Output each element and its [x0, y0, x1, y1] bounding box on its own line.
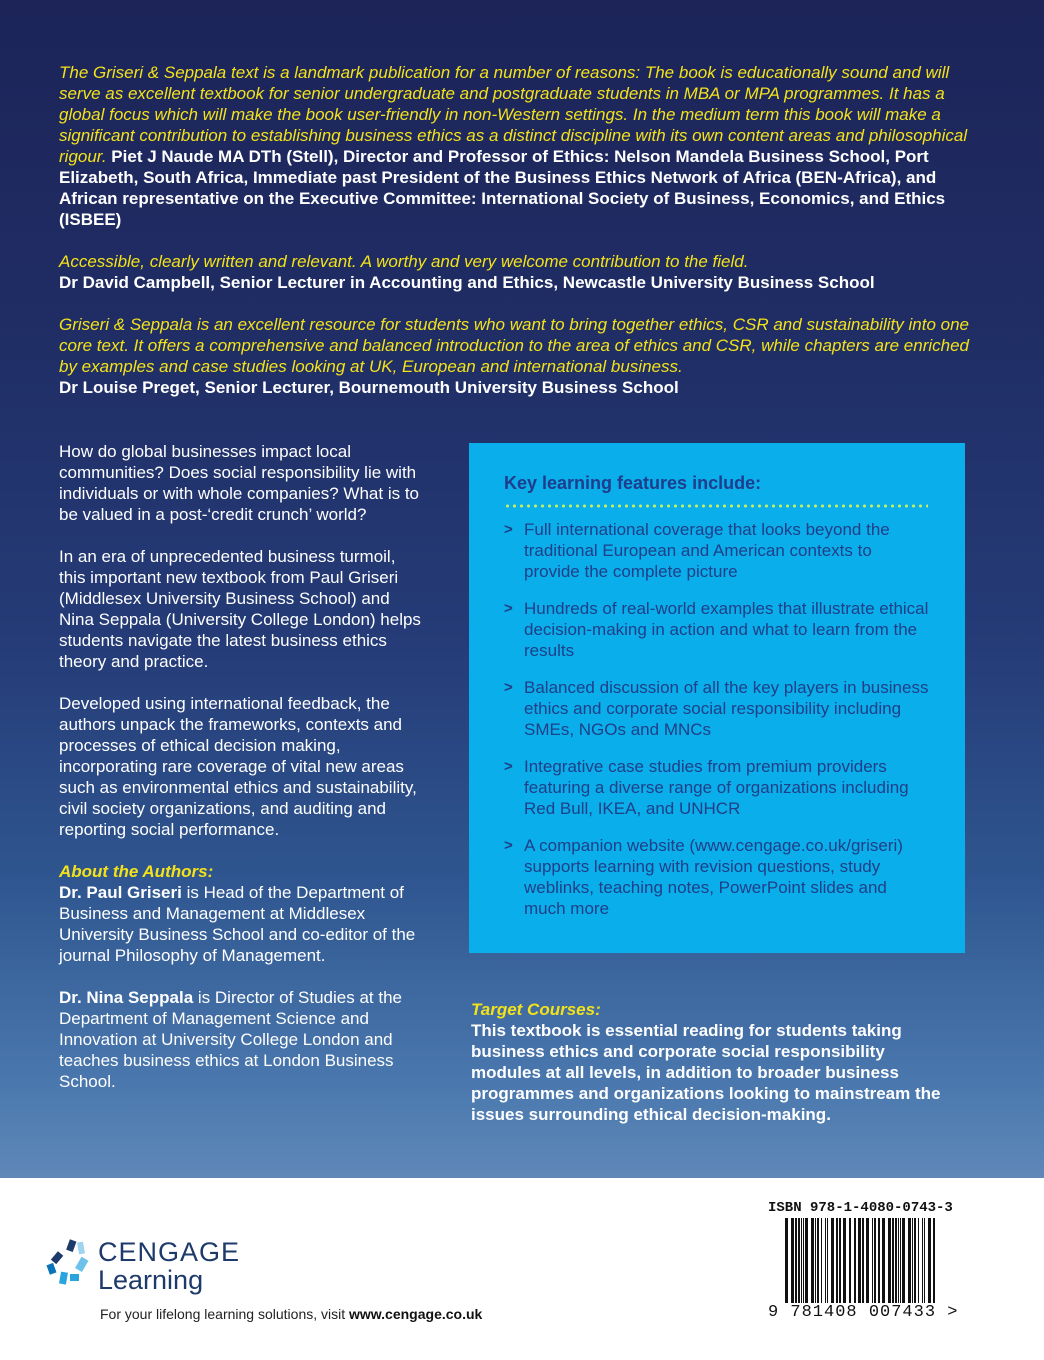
feature-text: Full international coverage that looks beyond the traditional European and American contexts to provide the complete picture: [524, 520, 890, 581]
review-quote: [59, 251, 979, 293]
feature-item: [504, 756, 929, 819]
barcode-bar: [839, 1218, 841, 1308]
barcode-bar: [791, 1218, 794, 1308]
feature-item: [504, 519, 929, 582]
review-quotes: [59, 62, 979, 419]
feature-item: [504, 598, 929, 661]
feature-item: [504, 677, 929, 740]
author-bio-text: is Head of the Department of Business and Management at Middlesex University Business School and co-editor of the journal Philosophy of Management.: [59, 883, 416, 965]
logo-text-cengage: CENGAGE: [98, 1237, 241, 1267]
logo-text-learning: Learning: [98, 1265, 204, 1295]
barcode-bar: [815, 1218, 816, 1308]
barcode-bar: [908, 1218, 911, 1308]
target-courses: [471, 999, 941, 1125]
barcode-bar: [918, 1218, 919, 1308]
barcode-bar: [785, 1218, 788, 1308]
author-name: Dr. Paul Griseri: [59, 883, 182, 902]
about-authors-heading: About the Authors:: [59, 862, 214, 881]
quote-text: Griseri & Seppala is an excellent resource for students who want to bring together ethics, CSR and sustainability into one core text. It offers a comprehensive and balanced introduction to the area of ethics and CSR, while chapters are enriched by examples and case studies looking at UK, European and international business.: [59, 315, 970, 376]
quote-source: Dr David Campbell, Senior Lecturer in Accounting and Ethics, Newcastle University Business School: [59, 273, 875, 292]
quote-source: Dr Louise Preget, Senior Lecturer, Bournemouth University Business School: [59, 378, 679, 397]
barcode-bar: [862, 1218, 864, 1308]
cengage-mark-icon: [44, 1238, 94, 1288]
barcode-bar: [892, 1218, 894, 1308]
quote-text: Accessible, clearly written and relevant. A worthy and very welcome contribution to the field.: [59, 252, 749, 271]
barcode-bar: [922, 1218, 923, 1308]
tagline-text: For your lifelong learning solutions, visit: [100, 1306, 350, 1322]
barcode-bar: [882, 1218, 885, 1308]
author-bio-text: is Director of Studies at the Department of Management Science and Innovation at University College London and teaches business ethics at London Business School.: [59, 988, 402, 1091]
feature-item: [504, 835, 929, 919]
arrow-bullet-icon: >: [504, 600, 513, 617]
barcode-bar: [878, 1218, 880, 1308]
barcode-bar: [895, 1218, 897, 1308]
barcode: [785, 1218, 937, 1312]
dotted-divider: [504, 504, 928, 508]
barcode-bar: [831, 1218, 834, 1308]
key-features-box: [469, 443, 965, 953]
author-name: Dr. Nina Seppala: [59, 988, 194, 1007]
barcode-bar: [811, 1218, 814, 1308]
author-bio: [59, 987, 421, 1092]
review-quote: [59, 62, 979, 230]
feature-text: Balanced discussion of all the key players in business ethics and corporate social responsibility including SMEs, NGOs and MNCs: [524, 678, 929, 739]
barcode-bar: [836, 1218, 838, 1308]
target-courses-text: This textbook is essential reading for students taking business ethics and corporate social responsibility modules at all levels, in addition to broader business programmes and organizations looking to mainstream the issues surrounding ethical decision-making.: [471, 1021, 941, 1124]
barcode-bar: [928, 1218, 931, 1308]
review-quote: [59, 314, 979, 398]
author-bio: [59, 882, 421, 966]
arrow-bullet-icon: >: [504, 758, 513, 775]
barcode-bar: [914, 1218, 916, 1308]
barcode-bar: [843, 1218, 846, 1308]
arrow-bullet-icon: >: [504, 837, 513, 854]
barcode-bar: [858, 1218, 861, 1308]
barcode-bar: [902, 1218, 905, 1308]
barcode-bar: [933, 1218, 935, 1308]
barcode-digits: 9 781408 007433 >: [768, 1303, 959, 1322]
barcode-bar: [825, 1218, 826, 1308]
barcode-bar: [795, 1218, 797, 1308]
barcode-bar: [827, 1218, 828, 1308]
barcode-bar: [817, 1218, 819, 1308]
cengage-logo: [44, 1237, 241, 1295]
barcode-bar: [854, 1218, 856, 1308]
blurb-paragraph: Developed using international feedback, the authors unpack the frameworks, contexts and processes of ethical decision making, incorporating rare coverage of vital new areas such as environmental ethics and sustainability, civil society organizations, and auditing and reporting social performance.: [59, 694, 417, 839]
barcode-bar: [803, 1218, 804, 1308]
barcode-bar: [898, 1218, 899, 1308]
barcode-bar: [866, 1218, 869, 1308]
barcode-bar: [888, 1218, 891, 1308]
barcode-bar: [798, 1218, 800, 1308]
publisher-tagline: [100, 1306, 482, 1322]
blurb-paragraph: In an era of unprecedented business turmoil, this important new textbook from Paul Griseri (Middlesex University Business School) and Nina Seppala (University College London) helps students navigate the latest business ethics theory and practice.: [59, 547, 421, 671]
barcode-bar: [912, 1218, 913, 1308]
barcode-bar: [849, 1218, 851, 1308]
barcode-bar: [821, 1218, 822, 1308]
barcode-bar: [924, 1218, 925, 1308]
barcode-bar: [874, 1218, 876, 1308]
blurb-paragraph: How do global businesses impact local communities? Does social responsibility lie with individuals or with whole companies? What is to be valued in a post-‘credit crunch’ world?: [59, 442, 420, 524]
isbn-label: ISBN 978-1-4080-0743-3: [768, 1200, 953, 1216]
arrow-bullet-icon: >: [504, 679, 513, 696]
feature-text: A companion website (www.cengage.co.uk/griseri) supports learning with revision questions, study weblinks, teaching notes, PowerPoint slides and much more: [524, 836, 903, 918]
publisher-url[interactable]: www.cengage.co.uk: [349, 1306, 483, 1322]
features-heading: Key learning features include:: [504, 473, 762, 493]
barcode-bar: [805, 1218, 808, 1308]
quote-source: Piet J Naude MA DTh (Stell), Director and Professor of Ethics: Nelson Mandela Business School, Port Elizabeth, South Africa, Immediate past President of the Business Ethics Network of Africa (BEN-Africa), and African representative on the Executive Committee: International Society of Business, Economics, and Ethics (ISBEE): [59, 147, 946, 229]
target-courses-heading: Target Courses:: [471, 1000, 601, 1019]
feature-text: Integrative case studies from premium providers featuring a diverse range of organizations including Red Bull, IKEA, and UNHCR: [524, 757, 909, 818]
features-list: [504, 519, 929, 919]
book-description: [59, 441, 421, 1113]
arrow-bullet-icon: >: [504, 521, 513, 538]
feature-text: Hundreds of real-world examples that illustrate ethical decision-making in action and what to learn from the results: [524, 599, 929, 660]
barcode-bar: [900, 1218, 901, 1308]
barcode-bar: [872, 1218, 873, 1308]
barcode-bar: [801, 1218, 802, 1308]
quote-text: The Griseri & Seppala text is a landmark publication for a number of reasons: The book is educationally sound and will serve as excellent textbook for senior undergraduate and postgraduate students in MBA or MPA programmes. It has a global focus which will make the book user-friendly in non-Western settings. In the medium term this book will make a significant contribution to establishing business ethics as a distinct discipline with its own content areas and philosophical rigour.: [59, 63, 968, 166]
